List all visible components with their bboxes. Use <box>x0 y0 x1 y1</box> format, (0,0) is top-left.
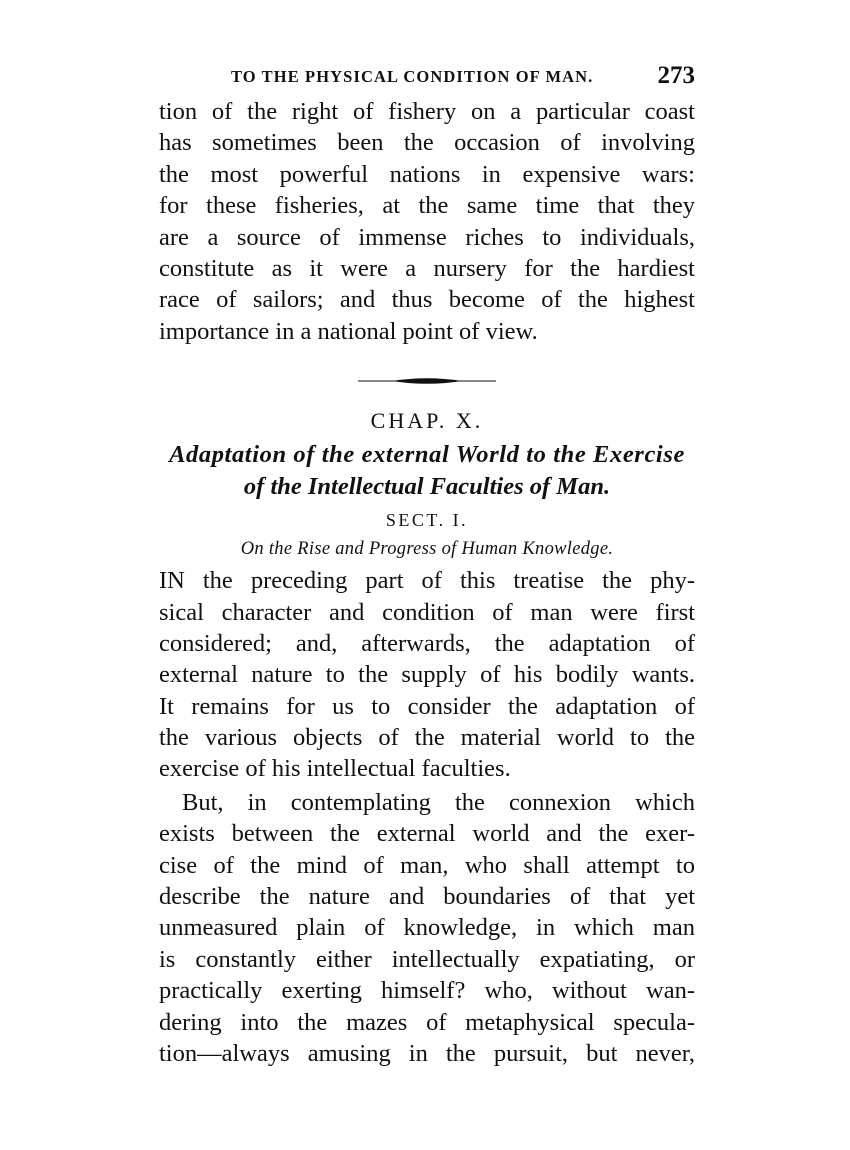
chapter-heading: CHAP. X. <box>370 408 484 434</box>
text-line: race of sailors; and thus become of the highest <box>159 286 695 314</box>
section-heading: SECT. I. <box>385 510 469 531</box>
paragraph-2 <box>159 787 695 1070</box>
text-line: describe the nature and boundaries of that yet <box>159 883 695 911</box>
text-line: sical character and condition of man were first <box>159 598 695 626</box>
ornamental-rule-icon <box>352 375 502 387</box>
text-line: for these fisheries, at the same time that they <box>159 192 695 220</box>
page-number: 273 <box>657 62 695 89</box>
top-paragraph <box>159 96 695 347</box>
paragraph-1 <box>159 565 695 785</box>
text-line: exists between the external world and the exer- <box>159 820 695 848</box>
section-title: On the Rise and Progress of Human Knowledge. <box>240 539 614 560</box>
text-line: has sometimes been the occasion of involving <box>159 129 695 157</box>
text-line: tion—always amusing in the pursuit, but never, <box>159 1039 695 1067</box>
chapter-title <box>159 439 695 503</box>
text-line: But, in contemplating the connexion which <box>182 788 695 816</box>
running-head <box>159 62 695 96</box>
text-line: the various objects of the material world to the <box>159 724 695 752</box>
text-line: dering into the mazes of metaphysical specula- <box>159 1008 695 1036</box>
chapter-title-line: Adaptation of the external World to the Exercise <box>169 441 685 469</box>
text-line: external nature to the supply of his bodily wants. <box>159 661 695 689</box>
running-title: TO THE PHYSICAL CONDITION OF MAN. <box>231 67 594 86</box>
text-line: exercise of his intellectual faculties. <box>159 755 511 783</box>
text-line: constitute as it were a nursery for the hardiest <box>159 254 695 282</box>
text-line: unmeasured plain of knowledge, in which man <box>159 914 695 942</box>
text-line: IN the preceding part of this treatise the phy- <box>159 567 695 595</box>
ornamental-rule <box>159 361 695 401</box>
book-page <box>159 62 695 1069</box>
chapter-title-line: of the Intellectual Faculties of Man. <box>243 473 611 501</box>
text-line: considered; and, afterwards, the adaptation of <box>159 629 695 657</box>
text-line: It remains for us to consider the adaptation of <box>159 692 695 720</box>
text-line: are a source of immense riches to individuals, <box>159 223 695 251</box>
text-line: practically exerting himself? who, without wan- <box>159 977 695 1005</box>
text-line: tion of the right of fishery on a particular coast <box>159 98 695 125</box>
text-line: cise of the mind of man, who shall attempt to <box>159 851 695 879</box>
text-line: is constantly either intellectually expatiating, or <box>159 945 695 973</box>
text-line: the most powerful nations in expensive wars: <box>159 160 695 188</box>
text-line: importance in a national point of view. <box>159 317 538 345</box>
